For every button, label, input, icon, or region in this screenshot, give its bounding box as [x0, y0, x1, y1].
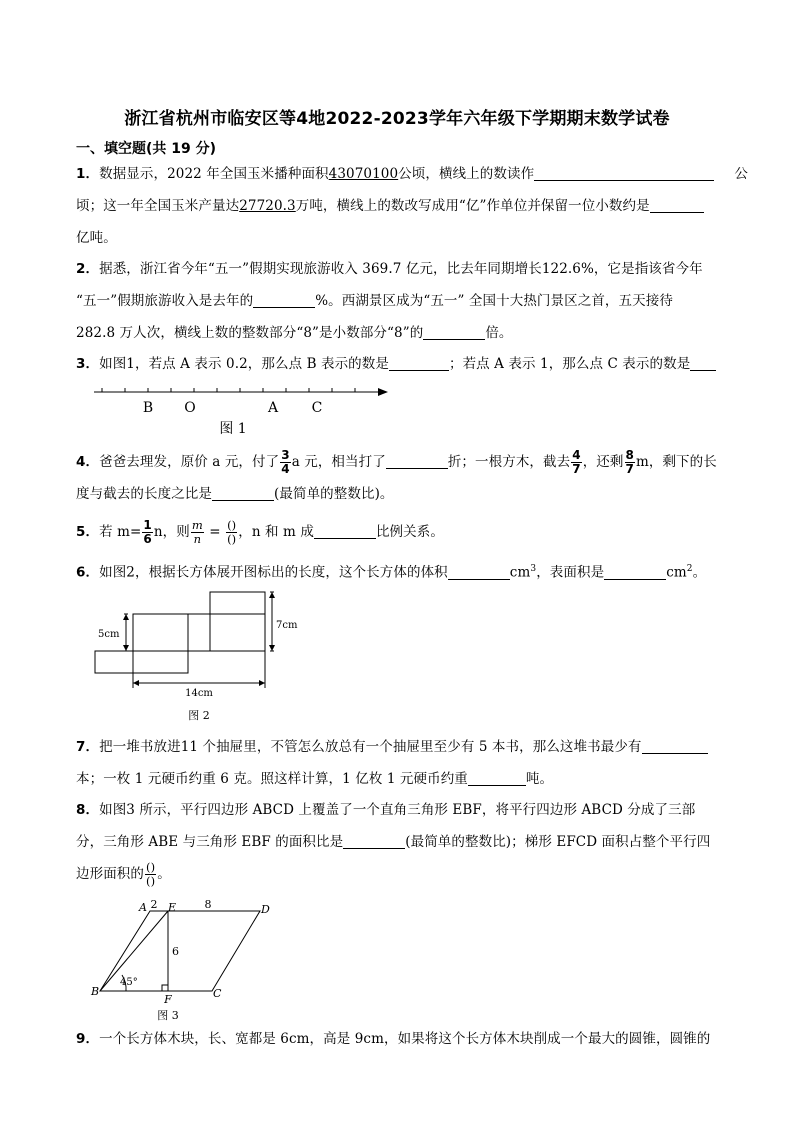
- fraction-4-7: $\frac{4}{7}$: [572, 448, 581, 476]
- question-7: 7．把一堆书放进11 个抽屉里，不管怎么放总有一个抽屉里至少有 5 本书，那么这堆书最少有 本；一枚 1 元硬币约重 6 克。照这样计算，1 亿枚 1 元硬币约重 吨。: [76, 731, 746, 795]
- q6-blank-2[interactable]: [604, 563, 666, 580]
- figure-3-caption: 图 3: [157, 1009, 179, 1022]
- q7-blank-1[interactable]: [642, 737, 708, 754]
- point-o-label: O: [184, 400, 196, 416]
- figure-2-cuboid-net: [90, 588, 320, 728]
- q1-blank-1[interactable]: [534, 164, 714, 181]
- q1-blank-2[interactable]: [650, 196, 704, 213]
- point-a-label: A: [267, 400, 279, 416]
- q7-blank-2[interactable]: [468, 769, 526, 786]
- vertex-a: A: [139, 901, 147, 914]
- section-heading: 一、填空题(共 19 分): [76, 141, 217, 157]
- q1-line-2: 顷；这一年全国玉米产量达27720.3万吨，横线上的数改写成用“亿”作单位并保留一位小数约是: [76, 190, 746, 222]
- length-2: 2: [150, 898, 158, 911]
- fraction-m-n: $\frac{m}{n}$: [191, 518, 203, 546]
- q2-blank-2[interactable]: [423, 323, 485, 340]
- q5-blank[interactable]: [314, 522, 376, 539]
- vertex-f: F: [164, 993, 172, 1006]
- point-b-label: B: [142, 400, 154, 416]
- q4-blank-2[interactable]: [212, 484, 274, 501]
- fraction-blank[interactable]: $\frac{()}{()}$: [227, 518, 237, 546]
- fraction-blank-q8[interactable]: $\frac{()}{()}$: [146, 860, 156, 888]
- question-5: 5．若 m= $\frac{1}{6}$ n，则 $\frac{m}{n}$ = $\frac{()}{()}$ ，n 和 m 成 比例关系。: [76, 518, 444, 546]
- q3-blank-1[interactable]: [389, 354, 449, 371]
- figure-1-number-line: [90, 380, 400, 440]
- dim-14cm: 14cm: [185, 688, 213, 699]
- q3-blank-2[interactable]: [690, 354, 716, 371]
- length-8: 8: [204, 898, 212, 911]
- question-2: 2．据悉，浙江省今年“五一”假期实现旅游收入 369.7 亿元，比去年同期增长122.6%，它是指该省今年 “五一”假期旅游收入是去年的 %。西湖景区成为“五一” 全国十大热门景区之首，五天接待 282.8 万人次，横线上数的整数部分“8”是小数部分“8”的 倍。: [76, 261, 703, 341]
- question-9: 9．一个长方体木块，长、宽都是 6cm，高是 9cm，如果将这个长方体木块削成一个最大的圆锥，圆锥的: [76, 1031, 711, 1047]
- question-3: 3．如图1，若点 A 表示 0.2，那么点 B 表示的数是 ；若点 A 表示 1，那么点 C 表示的数是: [76, 348, 750, 380]
- figure-1-caption: 图 1: [219, 421, 247, 437]
- question-4: 4．爸爸去理发，原价 a 元，付了 $\frac{3}{4}$ a 元，相当打了 折；一根方木，截去 $\frac{4}{7}$ ，还剩 $\frac{8}{7}$ m，剩下的长 度与截去的长度之比是 (最简单的整数比)。: [76, 448, 717, 502]
- dim-5cm: 5cm: [98, 629, 120, 640]
- point-c-label: C: [311, 400, 323, 416]
- question-1: [76, 158, 746, 254]
- page-title: 浙江省杭州市临安区等4地2022-2023学年六年级下学期期末数学试卷: [124, 109, 670, 129]
- figure-2-caption: 图 2: [188, 709, 210, 722]
- q1-line-1: 1．数据显示，2022 年全国玉米播种面积43070100公顷，横线上的数读作 公: [76, 166, 748, 182]
- vertex-b: B: [91, 985, 100, 998]
- figure-3-parallelogram: [88, 895, 278, 1025]
- fraction-8-7: $\frac{8}{7}$: [625, 448, 634, 476]
- dim-7cm: 7cm: [276, 620, 298, 631]
- q1-area-value: 43070100: [328, 166, 399, 182]
- vertex-e: E: [167, 901, 177, 914]
- vertex-c: C: [213, 987, 222, 1000]
- fraction-1-6: $\frac{1}{6}$: [143, 518, 152, 546]
- q1-line-3: 亿吨。: [76, 230, 117, 246]
- length-6: 6: [172, 945, 179, 958]
- q2-blank-1[interactable]: [253, 291, 315, 308]
- q1-yield-value: 27720.3: [239, 198, 296, 214]
- question-8: 8．如图3 所示，平行四边形 ABCD 上覆盖了一个直角三角形 EBF，将平行四边形 ABCD 分成了三部 分，三角形 ABE 与三角形 EBF 的面积比是 (最简单的整数比)；梯形 EFCD 面积占整个平行四 边形面积的 $\frac{()}{()}$ 。: [76, 802, 711, 888]
- q8-blank[interactable]: [343, 832, 405, 849]
- vertex-d: D: [261, 903, 270, 916]
- fraction-3-4: $\frac{3}{4}$: [281, 448, 290, 476]
- angle-45: 45°: [120, 977, 138, 988]
- q6-blank-1[interactable]: [448, 563, 510, 580]
- question-6: 6．如图2，根据长方体展开图标出的长度，这个长方体的体积 $cm^3$，表面积是 $cm^2$。: [76, 564, 707, 581]
- q4-blank-1[interactable]: [386, 452, 448, 469]
